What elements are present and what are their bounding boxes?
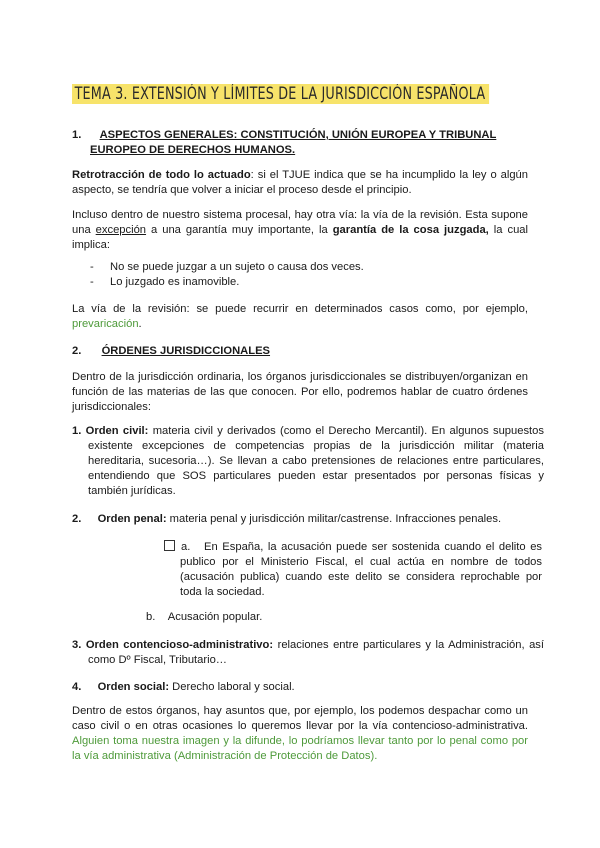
orden-contencioso [72,638,544,668]
orden-social [72,680,528,695]
paragraph-closing [72,704,528,764]
list-item: - No se puede juzgar a un sujeto o causa dos veces. [90,261,364,273]
bullet-list [90,260,546,290]
text-via-revision: La vía de la revisión: se puede recurrir en determinados casos como, por ejemplo, [72,303,528,315]
section-2-number: 2. [72,345,82,357]
orden-penal-text: materia penal y jurisdicción militar/castrense. Infracciones penales. [166,513,502,525]
text-revision-c: la cual implica: [72,224,528,251]
section-1-number: 1. [72,129,82,141]
paragraph-retrotraccion [72,168,528,198]
orden-penal-item-a [164,540,542,600]
text-closing: Dentro de estos órganos, hay asuntos que, por ejemplo, los podemos despachar como un caso civil o en otras ocasiones lo queremos llevar por la vía contencioso-administrativa. [72,705,528,732]
text-ordenes-intro: Dentro de la jurisdicción ordinaria, los órganos jurisdiccionales se distribuyen/organizan en función de las materias de las que conocen. Por ello, podremos hablar de cuatro órdenes jurisdiccionales: [72,371,528,413]
orden-penal [72,512,528,527]
paragraph-revision [72,208,528,253]
orden-social-text: Derecho laboral y social. [169,681,295,693]
list-item-text: No se puede juzgar a un sujeto o causa dos veces. [110,261,364,273]
page-title: TEMA 3. EXTENSIÓN Y LÍMITES DE LA JURISDICCIÓN ESPAÑOLA [72,84,489,104]
item-a-text: En España, la acusación puede ser sostenida cuando el delito es publico por el Ministerio Fiscal, el cual actúa en nombre de todos (acusación publica) cuando este delito se considera reprochable por toda la sociedad. [180,541,543,598]
section-1-heading [72,128,528,158]
orden-penal-label: Orden penal: [97,513,167,525]
paragraph-ordenes-intro [72,370,528,415]
orden-penal-item-b [146,610,526,625]
list-item-text: Lo juzgado es inamovible. [110,276,240,288]
orden-civil-text: materia civil y derivados (como el Derecho Mercantil). En algunos supuestos existente excepciones de competencias propias de la jurisdicción militar (materia hereditaria, sucesoria…). Se llevan a cabo pretensiones de relaciones entre particulares, entendiendo que SOS particulares pueden estar presentados por personas físicas y también jurídicas. [88,425,544,497]
orden-contencioso-text: relaciones entre particulares y la Administración, así como Dº Fiscal, Tributario… [88,639,544,666]
text-revision-a: Incluso dentro de nuestro sistema procesal, hay otra vía: la vía de la revisión. Esta supone una [72,209,528,236]
term-prevaricacion: prevaricación [72,318,139,330]
orden-social-number: 4. [72,681,82,693]
orden-civil-label: 1. Orden civil: [72,425,149,437]
section-1-title-line1: ASPECTOS GENERALES: CONSTITUCIÓN, UNIÓN EUROPEA Y TRIBUNAL [99,129,497,141]
text-revision-b: a una garantía muy importante, la [146,224,333,236]
checkbox-icon [164,540,175,551]
term-cosa-juzgada: garantía de la cosa juzgada, [332,224,489,236]
term-retrotraccion: Retrotracción de todo lo actuado [72,169,251,181]
section-1-title-line2: EUROPEO DE DERECHOS HUMANOS. [90,144,296,156]
term-excepcion: excepción [95,224,147,236]
paragraph-via-revision [72,302,528,332]
section-2-title: ÓRDENES JURISDICCIONALES [101,345,271,357]
list-item: - Lo juzgado es inamovible. [90,276,240,288]
item-b-marker: b. [146,611,156,623]
text-retrotraccion: : si el TJUE indica que se ha incumplido la ley o algún aspecto, se tendría que volver a iniciar el proceso desde el principio. [72,169,528,196]
orden-penal-number: 2. [72,513,82,525]
text-closing-example: Alguien toma nuestra imagen y la difunde, lo podríamos llevar tanto por lo penal como por la vía administrativa (Administración de Protección de Datos). [72,735,528,762]
text-period: . [138,318,142,330]
orden-contencioso-label: 3. Orden contencioso-administrativo: [72,639,274,651]
section-2-heading [72,344,528,359]
item-b-text: Acusación popular. [167,611,263,623]
orden-social-label: Orden social: [97,681,170,693]
orden-civil [72,424,544,499]
item-a-marker: a. [181,541,191,553]
